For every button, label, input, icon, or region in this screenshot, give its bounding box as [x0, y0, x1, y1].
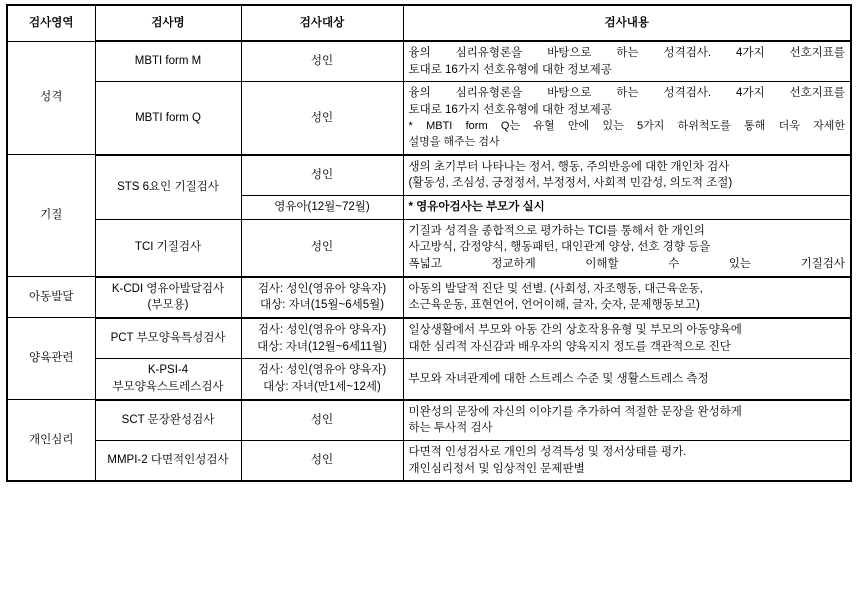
cell-area: 성격 [7, 41, 95, 155]
cell-test-name: TCI 기질검사 [95, 219, 241, 277]
table-row [7, 400, 851, 441]
table-body [7, 41, 851, 481]
cell-test-name: MBTI form Q [95, 82, 241, 155]
cell-area: 아동발달 [7, 277, 95, 318]
column-header-name: 검사명 [95, 5, 241, 41]
test-name-line: 부모양육특성검사 [136, 332, 226, 345]
cell-test-content [403, 359, 851, 400]
content-line: 토대로 16가지 선호유형에 대한 정보제공 [408, 63, 612, 76]
cell-test-content [403, 318, 851, 359]
content-line: 소근육운동, 표현언어, 언어이해, 글자, 숫자, 문제행동보고) [408, 299, 700, 312]
cell-test-target: 성인 [241, 155, 403, 196]
content-line: 아동의 발달적 진단 및 선별. (사회성, 자조행동, 대근육운동, [408, 282, 703, 295]
cell-test-name [95, 277, 241, 318]
test-name-line: 부모양육스트레스검사 [112, 380, 224, 393]
column-header-content: 검사내용 [403, 5, 851, 41]
cell-test-target [241, 277, 403, 318]
test-name-line: MMPI-2 [107, 454, 148, 467]
content-line: 생의 초기부터 나타나는 정서, 행동, 주의반응에 대한 개인차 검사 [408, 160, 730, 173]
target-line: 대상: 자녀(12월~6세11월) [257, 340, 387, 353]
psychological-test-table [6, 4, 852, 482]
test-name-line: (부모용) [147, 299, 189, 312]
cell-test-content [403, 82, 851, 155]
cell-test-target: 성인 [241, 41, 403, 82]
cell-test-target: 성인 [241, 400, 403, 441]
target-line: 대상: 자녀(15월~6세5월) [259, 299, 385, 312]
cell-area: 기질 [7, 155, 95, 277]
content-line: 일상생활에서 부모와 아동 간의 상호작용유형 및 부모의 아동양육에 [408, 323, 742, 336]
cell-test-name: MBTI form M [95, 41, 241, 82]
table-header-row [7, 5, 851, 41]
target-line: 검사: 성인(영유아 양육자) [257, 323, 387, 336]
cell-area: 개인심리 [7, 400, 95, 482]
table-row [7, 155, 851, 196]
content-line: 토대로 16가지 선호유형에 대한 정보제공 [408, 104, 612, 117]
cell-test-content [403, 277, 851, 318]
content-line: 기질과 성격을 종합적으로 평가하는 TCI를 통해서 한 개인의 [408, 224, 705, 237]
table-row [7, 82, 851, 155]
cell-test-target [241, 359, 403, 400]
table-row [7, 440, 851, 481]
test-name-line: K-PSI-4 [147, 364, 189, 377]
content-line: * 영유아검사는 부모가 실시 [408, 200, 545, 213]
content-line: 하는 투사적 검사 [408, 422, 493, 435]
cell-test-name: SCT 문장완성검사 [95, 400, 241, 441]
cell-area: 양육관련 [7, 318, 95, 400]
test-name-line: PCT [110, 332, 134, 345]
cell-test-target: 성인 [241, 82, 403, 155]
column-header-area: 검사영역 [7, 5, 95, 41]
cell-test-name [95, 440, 241, 481]
table-row [7, 359, 851, 400]
cell-test-name [95, 359, 241, 400]
target-line: 검사: 성인(영유아 양육자) [257, 364, 387, 377]
content-line: 다면적 인성검사로 개인의 성격특성 및 정서상태를 평가. [408, 445, 687, 458]
target-text: 영유아(12월~72월) [274, 200, 370, 213]
cell-test-name [95, 318, 241, 359]
test-name-line: 다면적인성검사 [150, 454, 229, 467]
content-line: 폭넓고 정교하게 이해할 수 있는 기질검사 [408, 257, 845, 270]
table-row [7, 41, 851, 82]
cell-test-target: 성인 [241, 440, 403, 481]
table-row [7, 219, 851, 277]
cell-test-target [241, 318, 403, 359]
cell-test-target [241, 195, 403, 219]
test-name-line: K-CDI 영유아발달검사 [111, 282, 225, 295]
cell-test-name: STS 6요인 기질검사 [95, 155, 241, 220]
table-row [7, 318, 851, 359]
cell-test-content [403, 195, 851, 219]
cell-test-content [403, 155, 851, 196]
target-line: 검사: 성인(영유아 양육자) [257, 282, 387, 295]
content-line: 미완성의 문장에 자신의 이야기를 추가하여 적절한 문장을 완성하게 [408, 405, 742, 418]
content-line: 부모와 자녀관계에 대한 스트레스 수준 및 생활스트레스 측정 [408, 372, 709, 385]
content-line: 개인심리정서 및 임상적인 문제판별 [408, 462, 585, 475]
table-row [7, 277, 851, 318]
cell-test-target: 성인 [241, 219, 403, 277]
cell-test-content [403, 41, 851, 82]
cell-test-content [403, 219, 851, 277]
content-line: * MBTI form Q는 유혈 안에 있는 5가지 하위척도를 통해 더욱 자세한 [408, 119, 845, 132]
content-line: (활동성, 조심성, 긍정정서, 부정정서, 사회적 민감성, 의도적 조절) [408, 177, 733, 190]
content-line: 융의 심리유형론을 바탕으로 하는 성격검사. 4가지 선호지표를 [408, 87, 845, 100]
content-line: 설명을 해주는 검사 [408, 135, 500, 148]
content-line: 융의 심리유형론을 바탕으로 하는 성격검사. 4가지 선호지표를 [408, 47, 845, 59]
column-header-target: 검사대상 [241, 5, 403, 41]
cell-test-content [403, 440, 851, 481]
cell-test-content [403, 400, 851, 441]
target-line: 대상: 자녀(만1세~12세) [263, 380, 381, 393]
content-line: 사고방식, 감정양식, 행동패턴, 대인관계 양상, 선호 경향 등을 [408, 241, 711, 254]
content-line: 대한 심리적 자신감과 배우자의 양육지지 정도를 객관적으로 진단 [408, 340, 731, 353]
table-header [7, 5, 851, 41]
